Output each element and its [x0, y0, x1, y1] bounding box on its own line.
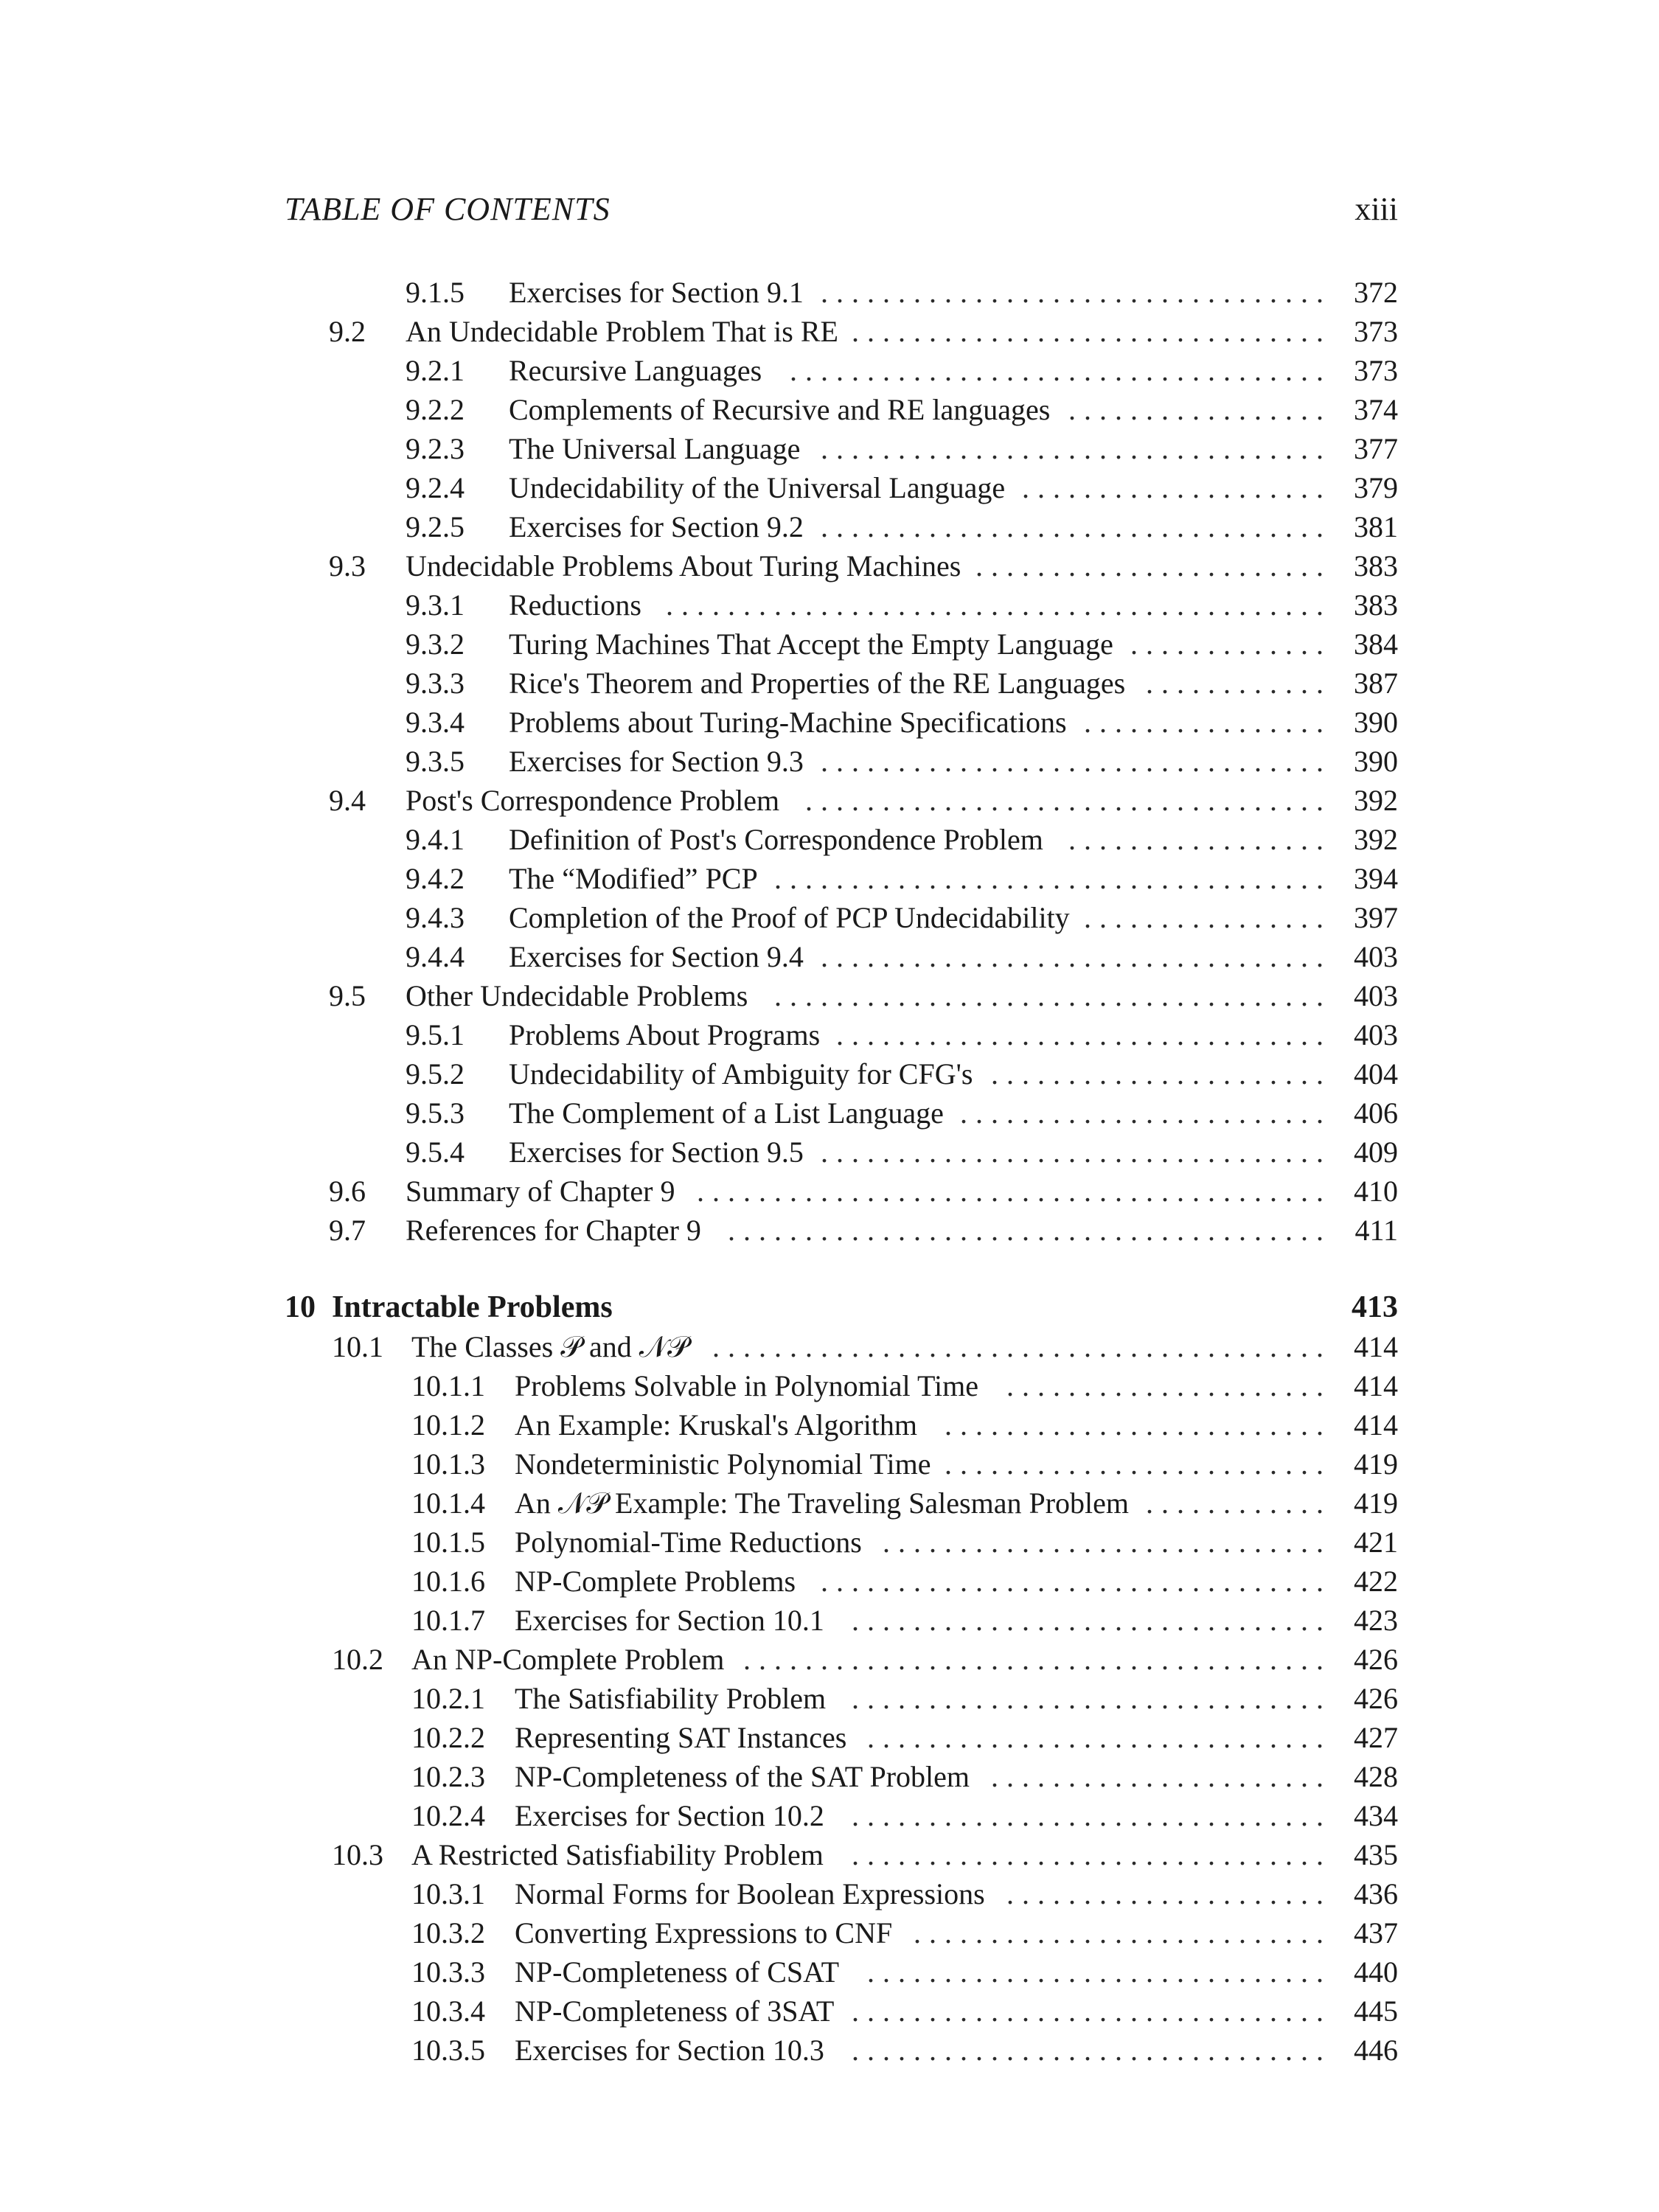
dot-leader: .........................................: [697, 1175, 1332, 1208]
toc-entry-title: Exercises for Section 9.5: [509, 1135, 804, 1169]
toc-entry[interactable]: [285, 546, 1398, 585]
toc-entry-title: Exercises for Section 9.4: [509, 940, 804, 973]
toc-entry-title: Summary of Chapter 9: [406, 1175, 675, 1208]
toc-entry-page: 406: [1354, 1096, 1398, 1130]
toc-entry[interactable]: [285, 1327, 1398, 1366]
toc-entry-title: Recursive Languages: [509, 354, 762, 387]
toc-entry-title: Other Undecidable Problems: [406, 979, 748, 1012]
toc-entry-title: Exercises for Section 10.3: [515, 2034, 824, 2067]
toc-entry-page: 414: [1354, 1408, 1398, 1441]
toc-entry-page: 421: [1354, 1526, 1398, 1559]
page-number: xiii: [1354, 191, 1398, 227]
toc-entry[interactable]: [285, 1601, 1398, 1640]
dot-leader: ....................................: [774, 979, 1332, 1012]
toc-entry-number: 9.4: [329, 784, 366, 817]
toc-entry-number: 9.7: [329, 1214, 366, 1247]
toc-entry-number: 9.5.3: [406, 1096, 465, 1130]
toc-entry-number: 9.5.1: [406, 1018, 465, 1051]
toc-entry-page: 434: [1354, 1799, 1398, 1832]
toc-entry[interactable]: [285, 1640, 1398, 1679]
dot-leader: .........................: [945, 1447, 1332, 1481]
toc-entry-title: Complements of Recursive and RE languages: [509, 393, 1051, 426]
dot-leader: ......................: [991, 1760, 1332, 1793]
toc-entry-title: Normal Forms for Boolean Expressions: [515, 1877, 985, 1910]
toc-entry-page: 403: [1354, 1018, 1398, 1051]
toc-entry[interactable]: [285, 1992, 1398, 2031]
toc-entry-page: 403: [1354, 979, 1398, 1012]
toc-entry-number: 9.2: [329, 315, 366, 348]
toc-entry-title: Undecidability of the Universal Language: [509, 471, 1006, 504]
toc-entry-number: 9.5.4: [406, 1135, 465, 1169]
toc-entry[interactable]: [285, 937, 1398, 976]
toc-entry-page: 390: [1354, 745, 1398, 778]
toc-entry-page: 390: [1354, 706, 1398, 739]
toc-entry-page: 445: [1354, 1994, 1398, 2028]
dot-leader: ................: [1084, 706, 1332, 739]
toc-entry-page: 383: [1354, 549, 1398, 582]
dot-leader: .................................: [821, 1135, 1332, 1169]
toc-entry-title: A Restricted Satisfiability Problem: [411, 1838, 824, 1871]
toc-entry-page: 379: [1354, 471, 1398, 504]
toc-entry-page: 435: [1354, 1838, 1398, 1871]
toc-entry[interactable]: [285, 1484, 1398, 1523]
toc-entry-page: 374: [1354, 393, 1398, 426]
toc-entry[interactable]: [285, 781, 1398, 820]
toc-entry-number: 10.3.2: [411, 1916, 485, 1950]
toc-entry-number: 9.2.4: [406, 471, 465, 504]
dot-leader: ....................................: [774, 862, 1332, 895]
dot-leader: ...........................................: [666, 588, 1332, 622]
toc-entry-title: Problems Solvable in Polynomial Time: [515, 1369, 978, 1402]
dot-leader: ...............................: [852, 2034, 1332, 2067]
toc-entry[interactable]: [285, 1562, 1398, 1601]
toc-entry-page: 414: [1354, 1330, 1398, 1363]
toc-entry-number: 9.6: [329, 1175, 366, 1208]
toc-entry[interactable]: [285, 1796, 1398, 1835]
toc-entry-title: An Example: Kruskal's Algorithm: [515, 1408, 918, 1441]
dot-leader: ......................................: [743, 1643, 1332, 1676]
toc-entry[interactable]: [285, 820, 1398, 859]
toc-entry-number: 9.4.4: [406, 940, 465, 973]
toc-entry-page: 381: [1354, 510, 1398, 543]
toc-entry-title: An 𝒩𝒫 Example: The Traveling Salesman Problem: [515, 1486, 1129, 1520]
toc-entry-title: Converting Expressions to CNF: [515, 1916, 893, 1950]
dot-leader: ...........................: [914, 1916, 1332, 1950]
toc-entry-title: An Undecidable Problem That is RE: [406, 315, 838, 348]
toc-entry-title: Definition of Post's Correspondence Problem: [509, 823, 1043, 856]
toc-entry-title: Post's Correspondence Problem: [406, 784, 780, 817]
dot-leader: ............: [1146, 667, 1332, 700]
toc-entry-title: An NP-Complete Problem: [411, 1643, 725, 1676]
dot-leader: ............: [1146, 1486, 1332, 1520]
toc-entry[interactable]: [285, 1133, 1398, 1172]
dot-leader: ....................: [1022, 471, 1332, 504]
dot-leader: ........................: [960, 1096, 1332, 1130]
toc-entry-number: 9.3.4: [406, 706, 465, 739]
toc-entry[interactable]: [285, 429, 1398, 468]
toc-entry-page: 440: [1354, 1955, 1398, 1989]
toc-entry-number: 9.2.3: [406, 432, 465, 465]
toc-entry-number: 10.3: [332, 1838, 383, 1871]
toc-entry[interactable]: [285, 1523, 1398, 1562]
toc-entry[interactable]: [285, 1015, 1398, 1054]
toc-entry-page: 419: [1354, 1447, 1398, 1481]
toc-entry-page: 419: [1354, 1486, 1398, 1520]
toc-entry-title: Undecidability of Ambiguity for CFG's: [509, 1057, 973, 1091]
dot-leader: ...............................: [852, 1994, 1332, 2028]
toc-entry-page: 409: [1354, 1135, 1398, 1169]
toc-entry-number: 10.1.7: [411, 1604, 485, 1637]
toc-entry-title: Exercises for Section 9.3: [509, 745, 804, 778]
toc-entry-number: 10.1.2: [411, 1408, 485, 1441]
toc-entry-number: 9.2.1: [406, 354, 465, 387]
toc-entry-number: 10.2.3: [411, 1760, 485, 1793]
toc-entry-title: Exercises for Section 10.2: [515, 1799, 824, 1832]
dot-leader: .......................: [975, 549, 1332, 582]
toc-entry-number: 10.1.6: [411, 1565, 485, 1598]
toc-entry-page: 410: [1354, 1175, 1398, 1208]
toc-entry[interactable]: [285, 1405, 1398, 1444]
toc-entry-number: 9.3: [329, 549, 366, 582]
toc-entry[interactable]: [285, 468, 1398, 507]
toc-entry-page: 384: [1354, 627, 1398, 661]
toc-entry-page: 394: [1354, 862, 1398, 895]
toc-entry-number: 9.5.2: [406, 1057, 465, 1091]
toc-entry[interactable]: [285, 507, 1398, 546]
dot-leader: ...............................: [852, 1838, 1332, 1871]
toc-entry-title: Exercises for Section 9.1: [509, 276, 804, 309]
dot-leader: ...............................: [852, 315, 1332, 348]
chapter-spacer: [285, 1250, 1398, 1270]
toc-entry-title: The Universal Language: [509, 432, 801, 465]
toc-entry-page: 373: [1354, 354, 1398, 387]
toc-entry-number: 9.1.5: [406, 276, 465, 309]
dot-leader: .................: [1068, 393, 1332, 426]
dot-leader: ...............................: [852, 1682, 1332, 1715]
toc-entry-number: 9.2.5: [406, 510, 465, 543]
dot-leader: .....................: [1006, 1369, 1332, 1402]
toc-entry-page: 392: [1354, 823, 1398, 856]
toc-entry-page: 403: [1354, 940, 1398, 973]
toc-entry-number: 10.3.4: [411, 1994, 485, 2028]
toc-entry-number: 10.2.1: [411, 1682, 485, 1715]
toc-entry[interactable]: [285, 1718, 1398, 1757]
toc-entry-title: Undecidable Problems About Turing Machines: [406, 549, 961, 582]
dot-leader: ..................................: [805, 784, 1332, 817]
toc-entry-page: 414: [1354, 1369, 1398, 1402]
toc-entry-page: 377: [1354, 432, 1398, 465]
toc-entry-title: Nondeterministic Polynomial Time: [515, 1447, 931, 1481]
toc-entry-title: References for Chapter 9: [406, 1214, 701, 1247]
running-header: [285, 190, 1398, 242]
toc-entry-page: 413: [1352, 1290, 1398, 1324]
toc-entry[interactable]: [285, 625, 1398, 664]
toc-entry[interactable]: [285, 1913, 1398, 1952]
toc-entry-page: 427: [1354, 1721, 1398, 1754]
toc-entry-number: 9.3.2: [406, 627, 465, 661]
table-of-contents: [285, 273, 1398, 2070]
toc-entry-page: 428: [1354, 1760, 1398, 1793]
toc-entry-number: 9.5: [329, 979, 366, 1012]
toc-entry-title: The Complement of a List Language: [509, 1096, 944, 1130]
toc-entry-title: Problems about Turing-Machine Specifications: [509, 706, 1067, 739]
toc-entry[interactable]: [285, 1211, 1398, 1250]
dot-leader: ...............................: [852, 1604, 1332, 1637]
toc-entry-title: The “Modified” PCP: [509, 862, 758, 895]
toc-entry-title: Representing SAT Instances: [515, 1721, 847, 1754]
dot-leader: .........................: [945, 1408, 1332, 1441]
toc-entry-title: NP-Complete Problems: [515, 1565, 796, 1598]
dot-leader: .................................: [821, 940, 1332, 973]
toc-entry[interactable]: [285, 1366, 1398, 1405]
toc-chapter-entry[interactable]: [285, 1288, 1398, 1327]
toc-entry[interactable]: [285, 898, 1398, 937]
dot-leader: ................: [1084, 901, 1332, 934]
toc-entry-number: 10.2.2: [411, 1721, 485, 1754]
toc-entry[interactable]: [285, 2031, 1398, 2070]
toc-entry[interactable]: [285, 1054, 1398, 1093]
dot-leader: ........................................: [712, 1330, 1332, 1363]
toc-entry-number: 9.4.1: [406, 823, 465, 856]
toc-entry[interactable]: [285, 976, 1398, 1015]
toc-entry-page: 422: [1354, 1565, 1398, 1598]
toc-entry-page: 387: [1354, 667, 1398, 700]
toc-entry[interactable]: [285, 1679, 1398, 1718]
toc-entry-title: NP-Completeness of 3SAT: [515, 1994, 835, 2028]
toc-entry-page: 397: [1354, 901, 1398, 934]
toc-entry-number: 10.2: [332, 1643, 383, 1676]
toc-entry[interactable]: [285, 1093, 1398, 1133]
dot-leader: ..............................: [867, 1721, 1332, 1754]
toc-entry-number: 10.1.3: [411, 1447, 485, 1481]
toc-entry-title: Exercises for Section 10.1: [515, 1604, 824, 1637]
toc-entry[interactable]: [285, 1172, 1398, 1211]
toc-entry-page: 373: [1354, 315, 1398, 348]
toc-entry-number: 9.3.1: [406, 588, 465, 622]
toc-entry[interactable]: [285, 1444, 1398, 1484]
dot-leader: .................................: [821, 745, 1332, 778]
dot-leader: .................................: [821, 276, 1332, 309]
dot-leader: ..............................: [867, 1955, 1332, 1989]
toc-entry-page: 392: [1354, 784, 1398, 817]
toc-entry[interactable]: [285, 742, 1398, 781]
dot-leader: .................: [1068, 823, 1332, 856]
toc-entry-page: 446: [1354, 2034, 1398, 2067]
toc-entry[interactable]: [285, 664, 1398, 703]
dot-leader: ......................: [991, 1057, 1332, 1091]
toc-entry[interactable]: [285, 1952, 1398, 1992]
toc-entry-number: 10.1: [332, 1330, 383, 1363]
toc-entry[interactable]: [285, 312, 1398, 351]
toc-entry-page: 437: [1354, 1916, 1398, 1950]
toc-entry-page: 426: [1354, 1643, 1398, 1676]
toc-entry-title: Completion of the Proof of PCP Undecidability: [509, 901, 1070, 934]
toc-entry-title: Reductions: [509, 588, 641, 622]
dot-leader: .................................: [821, 432, 1332, 465]
toc-entry-title: Problems About Programs: [509, 1018, 821, 1051]
dot-leader: ...............................: [852, 1799, 1332, 1832]
toc-entry-number: 9.3.5: [406, 745, 465, 778]
toc-entry[interactable]: [285, 1835, 1398, 1874]
toc-entry-page: 372: [1354, 276, 1398, 309]
toc-entry-page: 426: [1354, 1682, 1398, 1715]
toc-entry[interactable]: [285, 1757, 1398, 1796]
dot-leader: .................................: [821, 1565, 1332, 1598]
toc-entry-number: 10.1.1: [411, 1369, 485, 1402]
toc-entry[interactable]: [285, 859, 1398, 898]
dot-leader: .......................................: [728, 1214, 1332, 1247]
running-title: TABLE OF CONTENTS: [285, 191, 611, 227]
toc-entry-page: 404: [1354, 1057, 1398, 1091]
toc-entry-number: 10: [285, 1290, 316, 1324]
toc-entry-title: NP-Completeness of CSAT: [515, 1955, 839, 1989]
dot-leader: ................................: [836, 1018, 1332, 1051]
dot-leader: .................................: [821, 510, 1332, 543]
dot-leader: ...................................: [790, 354, 1332, 387]
toc-entry-title: NP-Completeness of the SAT Problem: [515, 1760, 970, 1793]
toc-entry-title: Turing Machines That Accept the Empty Language: [509, 627, 1113, 661]
toc-entry-number: 9.2.2: [406, 393, 465, 426]
toc-entry-title: Rice's Theorem and Properties of the RE Languages: [509, 667, 1126, 700]
toc-entry[interactable]: [285, 703, 1398, 742]
toc-entry-page: 411: [1354, 1214, 1398, 1247]
toc-entry-number: 10.1.5: [411, 1526, 485, 1559]
dot-leader: .............................: [883, 1526, 1332, 1559]
toc-entry-number: 10.2.4: [411, 1799, 485, 1832]
toc-entry-page: 423: [1354, 1604, 1398, 1637]
dot-leader: .....................: [1006, 1877, 1332, 1910]
toc-entry-title: Polynomial-Time Reductions: [515, 1526, 862, 1559]
toc-entry[interactable]: [285, 1874, 1398, 1913]
toc-entry-number: 9.4.3: [406, 901, 465, 934]
toc-entry[interactable]: [285, 351, 1398, 390]
toc-entry-number: 9.4.2: [406, 862, 465, 895]
toc-entry-title: Exercises for Section 9.2: [509, 510, 804, 543]
toc-entry[interactable]: [285, 585, 1398, 625]
toc-entry-title: The Satisfiability Problem: [515, 1682, 827, 1715]
toc-entry-page: 436: [1354, 1877, 1398, 1910]
toc-entry-title: The Classes 𝒫 and 𝒩𝒫: [411, 1330, 689, 1363]
toc-entry-title: Intractable Problems: [332, 1290, 613, 1324]
toc-entry[interactable]: [285, 273, 1398, 312]
toc-entry-number: 10.1.4: [411, 1486, 485, 1520]
toc-entry-number: 9.3.3: [406, 667, 465, 700]
toc-entry-number: 10.3.5: [411, 2034, 485, 2067]
toc-entry-number: 10.3.3: [411, 1955, 485, 1989]
toc-entry[interactable]: [285, 390, 1398, 429]
toc-entry-page: 383: [1354, 588, 1398, 622]
dot-leader: .............: [1130, 627, 1332, 661]
toc-entry-number: 10.3.1: [411, 1877, 485, 1910]
